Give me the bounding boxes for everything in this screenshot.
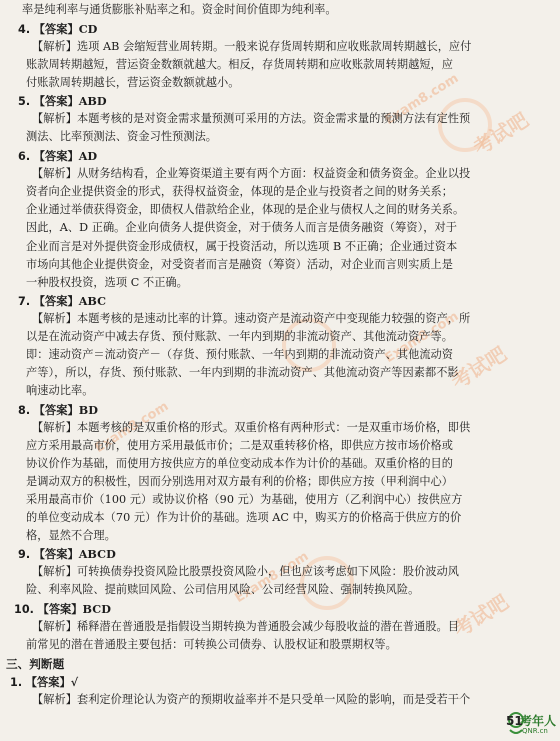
item-number: 8. xyxy=(18,404,31,417)
watermark-text: 考试吧 xyxy=(446,341,511,394)
analysis-line: 的单位变动成本（70 元）作为计价的基础。选项 AC 中，购买方的价格高于供应方的价 xyxy=(26,511,462,524)
continuation-text: 率是纯利率与通货膨胀补贴率之和。资金时间价值即为纯利率。 xyxy=(22,3,337,16)
analysis-line: 即：速动资产＝流动资产－（存货、预付账款、一年内到期的非流动资产、其他流动资 xyxy=(26,348,454,361)
analysis-line: 【解析】套利定价理论认为资产的预期收益率并不是只受单一风险的影响，而是受若干个 xyxy=(32,693,471,706)
item-number: 1. xyxy=(10,676,23,689)
list-item xyxy=(18,294,106,309)
item-number: 9. xyxy=(18,548,31,561)
item-number: 10. xyxy=(14,603,34,616)
analysis-line: 企业而言是对外提供资金形成债权，属于投资活动，所以选项 B 不正确；企业通过资本 xyxy=(26,240,458,253)
analysis-line: 【解析】选项 AB 会缩短营业周转期。一般来说存货周转期和应收账款周转期越长，应付 xyxy=(32,40,472,53)
watermark-text: 考试吧 xyxy=(468,107,533,160)
analysis-line: 资者向企业提供资金的形式，获得权益资金，体现的是企业与投资者之间的财务关系； xyxy=(26,185,454,198)
watermark-text: Exam8.com xyxy=(382,70,462,129)
item-number: 4. xyxy=(18,23,31,36)
analysis-line: 【解析】从财务结构看，企业筹资渠道主要有两个方面：权益资金和债务资金。企业以投 xyxy=(32,167,471,180)
analysis-line: 一种股权投资，选项 C 不正确。 xyxy=(26,276,188,289)
answer-label: 【答案】BD xyxy=(33,403,98,417)
analysis-line: 格，显然不合理。 xyxy=(26,529,116,542)
item-number: 6. xyxy=(18,150,31,163)
list-item xyxy=(18,403,98,418)
analysis-line: 是调动双方的积极性，因而分别选用对双方最有利的价格；即供应方按（甲利润中心） xyxy=(26,475,454,488)
analysis-line: 【解析】本题考核的是双重价格的形式。双重价格有两种形式：一是双重市场价格，即供 xyxy=(32,421,471,434)
answer-label: 【答案】BCD xyxy=(37,602,111,616)
analysis-line: 【解析】本题考核的是对资金需求量预测可采用的方法。资金需求量的预测方法有定性预 xyxy=(32,112,471,125)
analysis-line: 协议价作为基础，而使用方按供应方的单位变动成本作为计价的基础。双重价格的目的 xyxy=(26,457,454,470)
analysis-line: 前常见的潜在普通股主要包括：可转换公司债券、认股权证和股票期权等。 xyxy=(26,638,397,651)
watermark-circle xyxy=(282,318,336,372)
list-item xyxy=(14,602,111,617)
answer-label: 【答案】ABC xyxy=(33,294,107,308)
list-item xyxy=(18,22,97,37)
list-item xyxy=(18,547,116,562)
analysis-line: 账款周转期越短，营运资金数额就越大。相反，存货周转期和应收账款周转期越短，应 xyxy=(26,58,454,71)
logo-text: 考年人 xyxy=(520,714,557,728)
answer-label: 【答案】ABD xyxy=(33,94,107,108)
analysis-line: 以是在流动资产中减去存货、预付账款、一年内到期的非流动资产、其他流动资产等。 xyxy=(26,330,454,343)
answer-label: 【答案】√ xyxy=(25,675,79,689)
answer-label: 【答案】AD xyxy=(33,149,98,163)
analysis-line: 【解析】稀释潜在普通股是指假设当期转换为普通股会减少每股收益的潜在普通股。目 xyxy=(32,620,460,633)
watermark-text: Exam8.com xyxy=(232,548,312,607)
analysis-line: 企业通过举债获得资金，即债权人借款给企业，体现的是企业与债权人之间的财务关系。 xyxy=(26,203,465,216)
analysis-line: 测法、比率预测法、资金习性预测法。 xyxy=(26,130,218,143)
list-item xyxy=(18,94,107,109)
answer-label: 【答案】ABCD xyxy=(33,547,116,561)
watermark-text: Exam8.com xyxy=(382,308,462,367)
analysis-line: 【解析】本题考核的是速动比率的计算。速动资产是流动资产中变现能力较强的资产，所 xyxy=(32,312,471,325)
item-number: 7. xyxy=(18,295,31,308)
analysis-line: 付账款周转期越长，营运资金数额就越小。 xyxy=(26,76,240,89)
list-item xyxy=(10,675,78,690)
analysis-line: 响速动比率。 xyxy=(26,384,94,397)
answer-label: 【答案】CD xyxy=(33,22,98,36)
analysis-line: 因此，A、D 正确。企业向债务人提供资金，对于债务人而言是债务融资（筹资），对于 xyxy=(26,221,457,234)
analysis-line: 【解析】可转换债券投资风险比股票投资风险小，但也应该考虑如下风险：股价波动风 xyxy=(32,565,460,578)
analysis-line: 市场向其他企业提供资金，对受资者而言是融资（筹资）活动，对企业而言则实质上是 xyxy=(26,258,454,271)
logo-subtext: QNR.cn xyxy=(522,727,548,735)
section-title: 三、判断题 xyxy=(6,657,65,671)
watermark-text: Exam8.com xyxy=(92,398,172,457)
page-number: 51 xyxy=(506,714,523,728)
analysis-line: 险、利率风险、提前赎回风险、公司信用风险、公司经营风险、强制转换风险。 xyxy=(26,583,420,596)
analysis-line: 应方采用最高市价，使用方采用最低市价；二是双重转移价格，即供应方按市场价格或 xyxy=(26,439,454,452)
item-number: 5. xyxy=(18,95,31,108)
analysis-line: 采用最高市价（100 元）或协议价格（90 元）为基础，使用方（乙利润中心）按供应方 xyxy=(26,493,463,506)
watermark-text: 考试吧 xyxy=(448,589,513,642)
list-item xyxy=(18,149,97,164)
analysis-line: 产等），所以，存货、预付账款、一年内到期的非流动资产、其他流动资产等因素都不影 xyxy=(26,366,459,379)
